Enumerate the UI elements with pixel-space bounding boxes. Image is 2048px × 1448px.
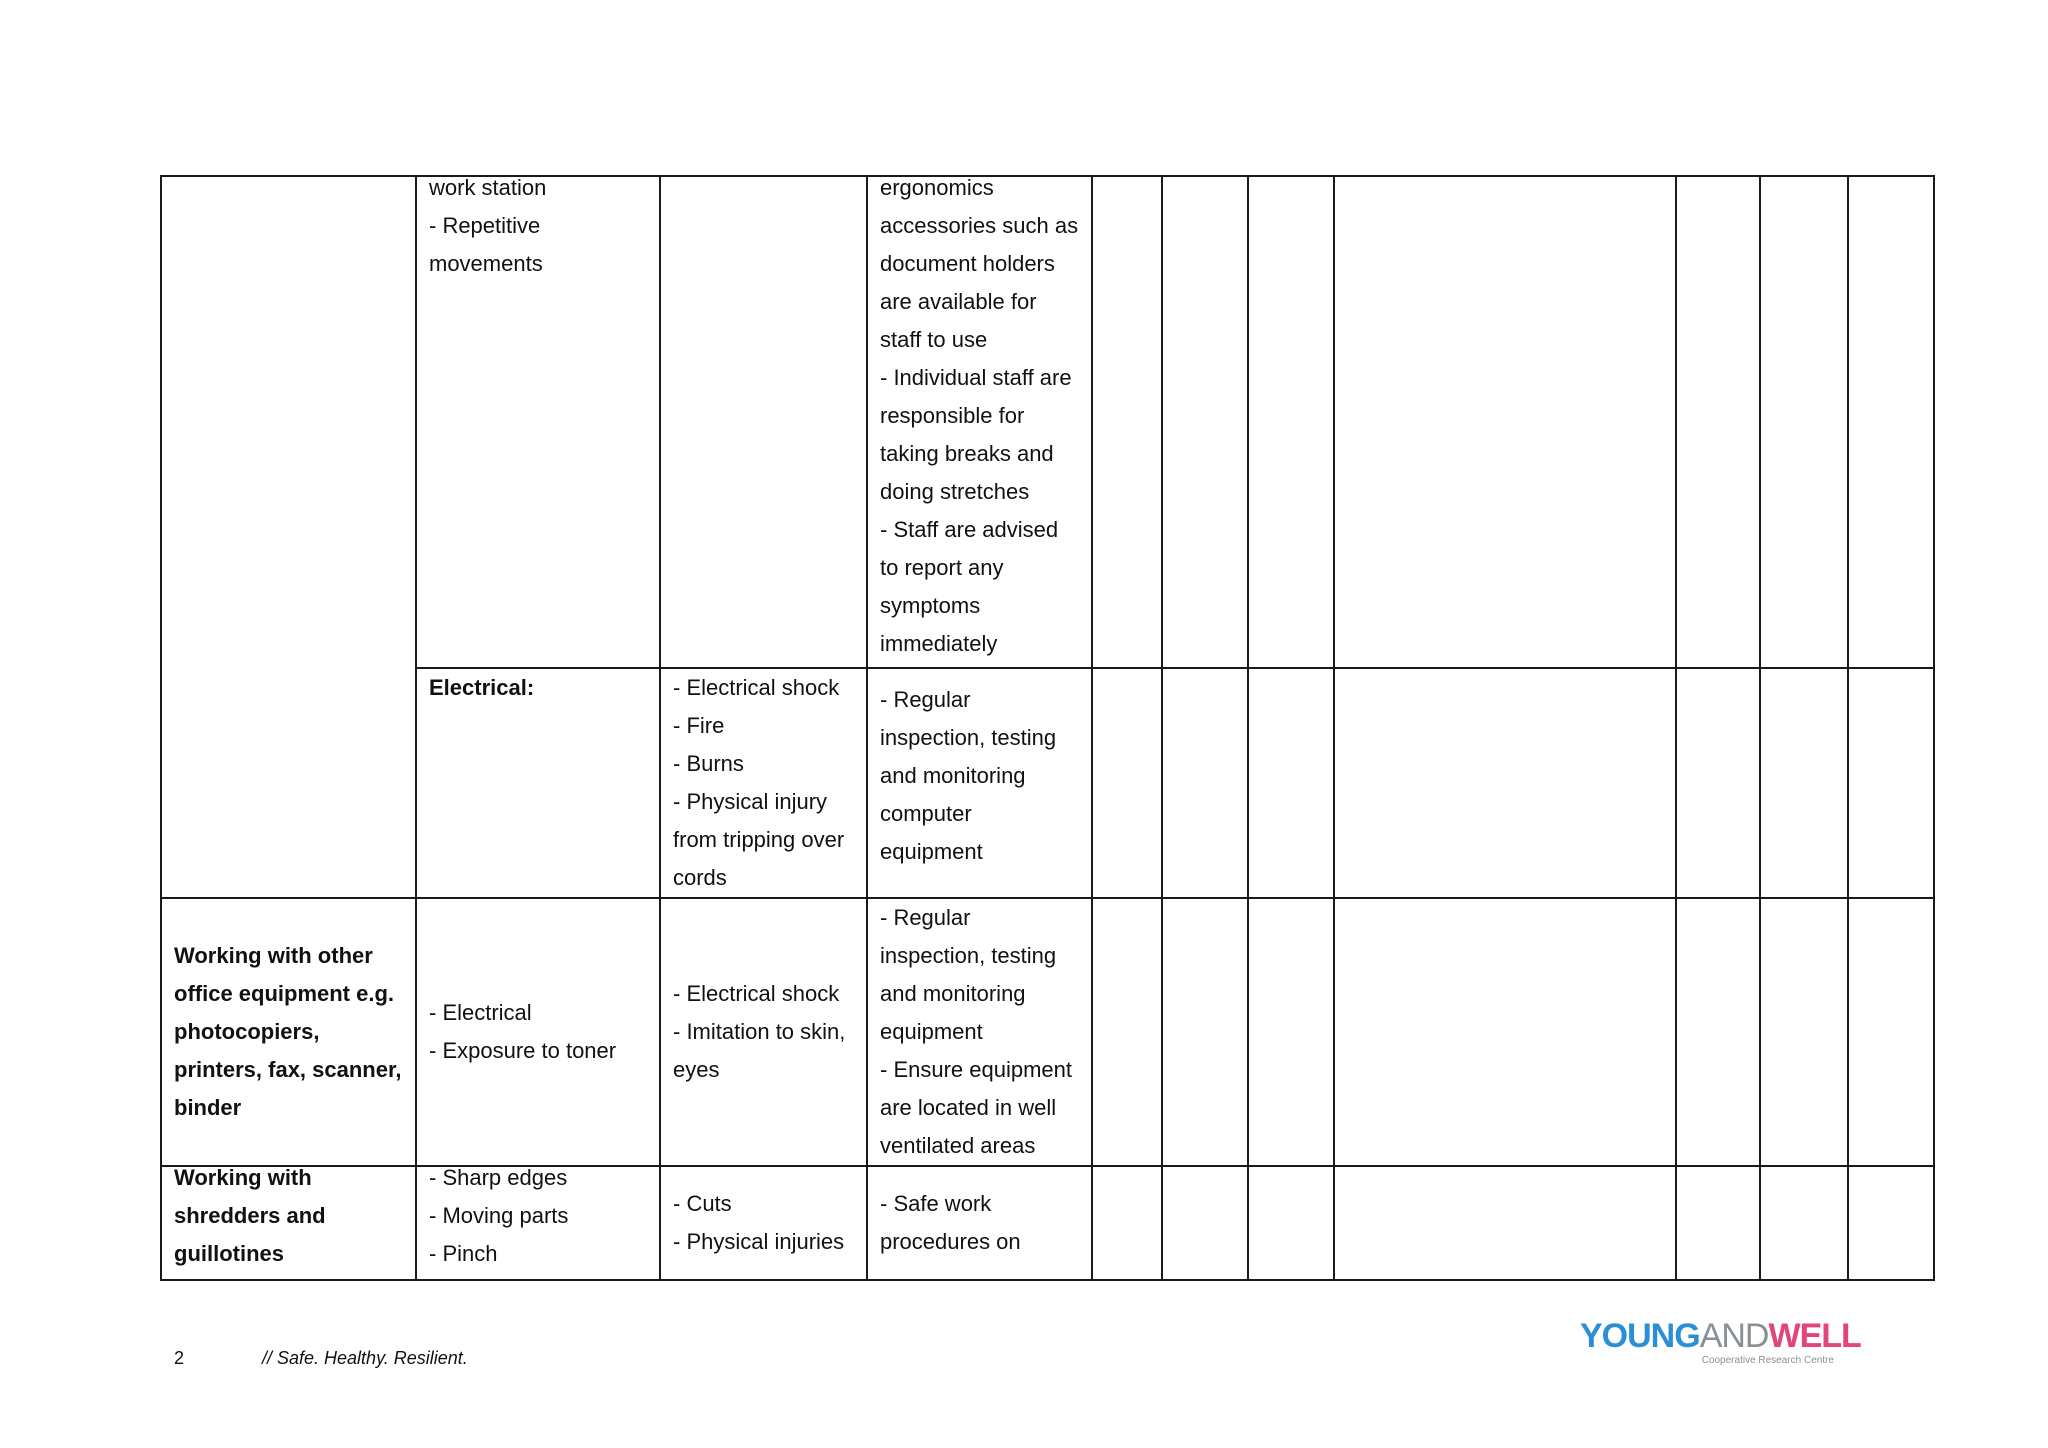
empty-cell	[1760, 898, 1848, 1166]
control-line: and monitoring	[880, 981, 1026, 1006]
empty-cell	[1162, 668, 1248, 898]
risks-cell	[660, 1166, 867, 1280]
control-line: are available for	[880, 289, 1037, 314]
risk-line: - Burns	[673, 751, 744, 776]
empty-cell	[1248, 668, 1334, 898]
empty-cell	[1092, 1166, 1162, 1280]
empty-cell	[1248, 1166, 1334, 1280]
risk-line: - Fire	[673, 713, 725, 738]
hazard-line: - Repetitive	[429, 213, 541, 238]
control-line: accessories such as	[880, 213, 1079, 238]
table-row	[161, 898, 1934, 1166]
empty-cell	[1676, 668, 1760, 898]
empty-cell	[1334, 898, 1676, 1166]
empty-cell	[1092, 898, 1162, 1166]
control-line: staff to use	[880, 327, 988, 352]
activity-line: Working with	[174, 1166, 312, 1190]
risk-line: from tripping over	[673, 827, 845, 852]
risk-line: eyes	[673, 1057, 720, 1082]
control-line: computer	[880, 801, 972, 826]
empty-cell	[1760, 176, 1848, 668]
control-line: - Regular	[880, 905, 971, 930]
hazard-line: - Electrical	[429, 1000, 532, 1025]
hazard-line: movements	[429, 251, 543, 276]
controls-cell	[867, 176, 1092, 668]
risk-line: - Physical injuries	[673, 1229, 845, 1254]
control-line: ventilated areas	[880, 1133, 1036, 1158]
table-row	[161, 1166, 1934, 1280]
hazard-line: Electrical:	[429, 675, 535, 700]
hazards-cell	[416, 668, 660, 898]
activity-line: binder	[174, 1095, 242, 1120]
risks-cell	[660, 176, 867, 668]
logo-and: AND	[1699, 1317, 1769, 1355]
hazard-line: - Moving parts	[429, 1203, 569, 1228]
control-line: responsible for	[880, 403, 1025, 428]
control-line: equipment	[880, 1019, 983, 1044]
activity-line: office equipment e.g.	[174, 981, 395, 1006]
empty-cell	[1848, 1166, 1934, 1280]
activity-line: shredders and	[174, 1203, 326, 1228]
table-row	[161, 668, 1934, 898]
empty-cell	[1848, 668, 1934, 898]
risk-line: - Physical injury	[673, 789, 828, 814]
empty-cell	[1162, 176, 1248, 668]
table-row	[161, 176, 1934, 668]
control-line: - Safe work	[880, 1191, 992, 1216]
activity-line: photocopiers,	[174, 1019, 320, 1044]
empty-cell	[1848, 176, 1934, 668]
control-line: procedures on	[880, 1229, 1021, 1254]
empty-cell	[1248, 898, 1334, 1166]
risk-line: - Imitation to skin,	[673, 1019, 846, 1044]
empty-cell	[1334, 668, 1676, 898]
control-line: - Ensure equipment	[880, 1057, 1072, 1082]
control-line: equipment	[880, 839, 983, 864]
activity-line: Working with other	[174, 943, 373, 968]
hazard-line: - Pinch	[429, 1241, 498, 1266]
control-line: symptoms	[880, 593, 981, 618]
control-line: inspection, testing	[880, 725, 1057, 750]
logo-well: WELL	[1768, 1317, 1861, 1355]
empty-cell	[1848, 898, 1934, 1166]
hazard-line: work station	[429, 176, 547, 200]
control-line: - Individual staff are	[880, 365, 1072, 390]
empty-cell	[1334, 176, 1676, 668]
empty-cell	[1760, 668, 1848, 898]
empty-cell	[1162, 1166, 1248, 1280]
footer-motto: // Safe. Healthy. Resilient.	[262, 1348, 468, 1368]
logo-young: YOUNG	[1580, 1317, 1700, 1355]
empty-cell	[1092, 176, 1162, 668]
empty-cell	[1162, 898, 1248, 1166]
empty-cell	[1248, 176, 1334, 668]
control-line: are located in well	[880, 1095, 1057, 1120]
page-number: 2	[174, 1348, 185, 1368]
empty-cell	[1760, 1166, 1848, 1280]
empty-cell	[1676, 1166, 1760, 1280]
control-line: to report any	[880, 555, 1004, 580]
hazard-line: - Sharp edges	[429, 1166, 568, 1190]
control-line: doing stretches	[880, 479, 1030, 504]
control-line: document holders	[880, 251, 1055, 276]
control-line: immediately	[880, 631, 998, 656]
control-line: inspection, testing	[880, 943, 1057, 968]
controls-cell	[867, 898, 1092, 1166]
empty-cell	[1334, 1166, 1676, 1280]
activity-cell	[161, 1166, 416, 1280]
hazards-cell	[416, 176, 660, 668]
empty-cell	[1092, 668, 1162, 898]
logo-wordmark	[1580, 1317, 1861, 1355]
risk-line: - Cuts	[673, 1191, 732, 1216]
control-line: - Staff are advised	[880, 517, 1059, 542]
control-line: ergonomics	[880, 176, 994, 200]
activity-cell	[161, 176, 416, 898]
controls-cell	[867, 1166, 1092, 1280]
hazards-cell	[416, 898, 660, 1166]
control-line: - Regular	[880, 687, 971, 712]
risk-line: - Electrical shock	[673, 981, 840, 1006]
risk-line: - Electrical shock	[673, 675, 840, 700]
control-line: and monitoring	[880, 763, 1026, 788]
young-and-well-logo	[1580, 1317, 1861, 1368]
hazards-cell	[416, 1166, 660, 1280]
activity-cell	[161, 898, 416, 1166]
hazard-line: - Exposure to toner	[429, 1038, 617, 1063]
empty-cell	[1676, 176, 1760, 668]
activity-line: printers, fax, scanner,	[174, 1057, 402, 1082]
empty-cell	[1676, 898, 1760, 1166]
risk-assessment-table	[160, 175, 1935, 1281]
risks-cell	[660, 668, 867, 898]
controls-cell	[867, 668, 1092, 898]
risk-line: cords	[673, 865, 727, 890]
logo-subtitle: Cooperative Research Centre	[1701, 1355, 1834, 1366]
control-line: taking breaks and	[880, 441, 1054, 466]
activity-line: guillotines	[174, 1241, 284, 1266]
risks-cell	[660, 898, 867, 1166]
